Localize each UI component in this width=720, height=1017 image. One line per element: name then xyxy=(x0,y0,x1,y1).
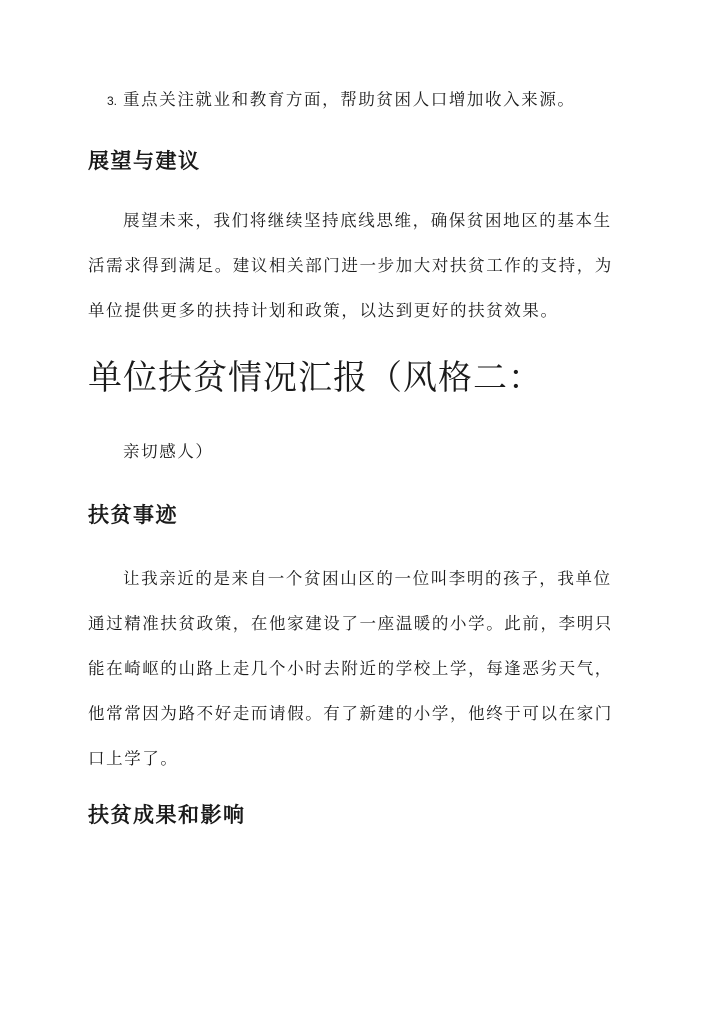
section-heading-deeds: 扶贫事迹 xyxy=(88,502,178,527)
paragraph-line: 能在崎岖的山路上走几个小时去附近的学校上学，每逢恶劣天气， xyxy=(88,659,613,678)
section-heading-results: 扶贫成果和影响 xyxy=(88,802,246,827)
outlook-paragraph xyxy=(88,198,636,333)
deeds-paragraph xyxy=(88,556,636,781)
paragraph-line: 活需求得到满足。建议相关部门进一步加大对扶贫工作的支持，为 xyxy=(88,256,613,275)
title-continuation-line: 亲切感人） xyxy=(123,442,214,461)
paragraph-line: 单位提供更多的扶持计划和政策，以达到更好的扶贫效果。 xyxy=(88,301,559,320)
report-title: 单位扶贫情况汇报（风格二： xyxy=(88,358,543,398)
list-item-number: 3. xyxy=(107,94,118,108)
report-title-continuation xyxy=(88,429,636,474)
paragraph-line: 通过精准扶贫政策，在他家建设了一座温暖的小学。此前，李明只 xyxy=(88,614,613,633)
section-heading-outlook: 展望与建议 xyxy=(88,148,201,173)
paragraph-line: 口上学了。 xyxy=(88,749,179,768)
list-item xyxy=(107,86,576,110)
paragraph-line: 让我亲近的是来自一个贫困山区的一位叫李明的孩子，我单位 xyxy=(123,569,612,588)
paragraph-line: 展望未来，我们将继续坚持底线思维，确保贫困地区的基本生 xyxy=(123,211,612,230)
list-item-text: 重点关注就业和教育方面，帮助贫困人口增加收入来源。 xyxy=(123,90,576,109)
paragraph-line: 他常常因为路不好走而请假。有了新建的小学，他终于可以在家门 xyxy=(88,704,613,723)
